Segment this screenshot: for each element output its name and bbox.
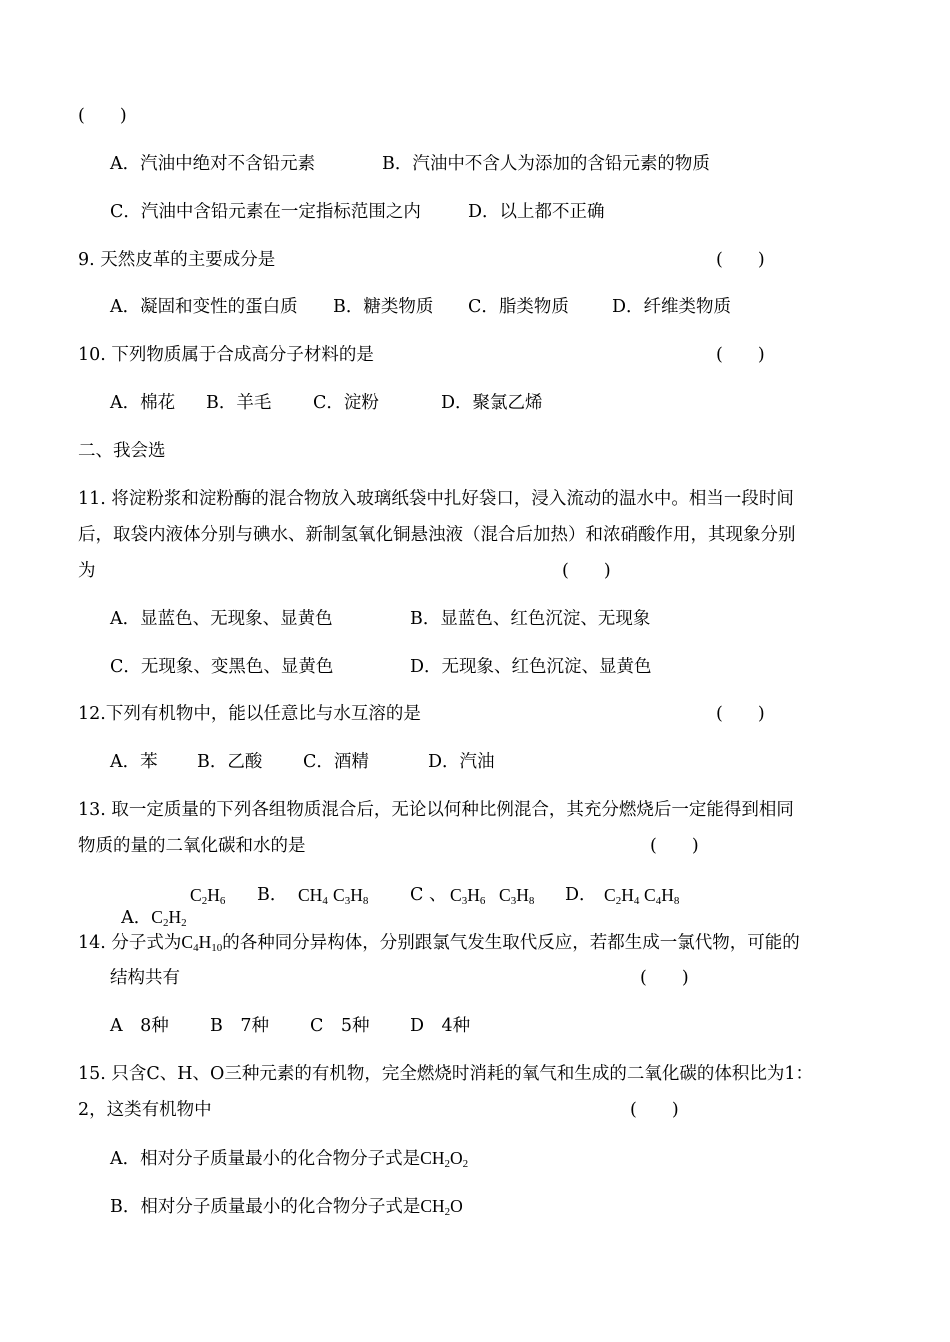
q14-option-d[interactable]: D 4种 [410,1016,471,1036]
q12-option-b[interactable]: B．乙酸 [197,752,263,772]
q11-option-d[interactable]: D．无现象、红色沉淀、显黄色 [410,657,652,677]
q13-option-d-formula-2: $C_4H_8$ [644,885,680,907]
q9-answer-blank[interactable]: ( ) [716,250,765,270]
q12-option-c[interactable]: C．酒精 [303,752,369,772]
q11-answer-blank[interactable]: ( ) [562,561,611,581]
q8-option-c[interactable]: C．汽油中含铅元素在一定指标范围之内 [110,202,421,222]
q10-answer-blank[interactable]: ( ) [716,345,765,365]
q13-option-a[interactable] [110,884,187,929]
q12-stem: 12.下列有机物中，能以任意比与水互溶的是 [78,704,421,724]
q13-option-d-formula-1: $C_2H_4$ [604,885,640,907]
q11-stem-line-3: 为 [78,561,96,581]
q12-option-a[interactable]: A．苯 [110,752,158,772]
q14-option-a[interactable]: A 8种 [110,1016,169,1036]
q13-option-d[interactable] [565,884,597,906]
q9-option-a[interactable]: A．凝固和变性的蛋白质 [110,297,298,317]
q13-option-c-formula-2: $C_3H_8$ [499,885,535,907]
q15-option-a-formula: $CH_2O_2$ [420,1148,469,1170]
q13-option-d-label: D． [565,885,597,905]
q15-stem-line-2: 2，这类有机物中 [78,1100,212,1120]
q10-stem: 10. 下列物质属于合成高分子材料的是 [78,345,374,365]
q13-option-a-label: A． [121,908,152,928]
q9-option-b[interactable]: B．糖类物质 [333,297,434,317]
q13-stem-line-2: 物质的量的二氧化碳和水的是 [78,836,306,856]
q9-option-d[interactable]: D．纤维类物质 [612,297,732,317]
q11-stem-line-2: 后，取袋内液体分别与碘水、新制氢氧化铜悬浊液（混合后加热）和浓硝酸作用，其现象分别 [78,525,796,545]
q10-option-b[interactable]: B．羊毛 [206,393,272,413]
q14-option-b[interactable]: B 7种 [210,1016,269,1036]
q10-option-c[interactable]: C．淀粉 [313,393,379,413]
q13-answer-blank[interactable]: ( ) [650,836,699,856]
q13-option-c-formula-1: $C_3H_6$ [450,885,486,907]
q8-option-b[interactable]: B．汽油中不含人为添加的含铅元素的物质 [382,154,710,174]
q15-stem-line-1: 15. 只含C、H、O三种元素的有机物，完全燃烧时消耗的氧气和生成的二氧化碳的体积比为1： [78,1064,814,1084]
q14-stem-line-1: 14. 分子式为$C_4H_{10}$的各种同分异构体，分别跟氯气发生取代反应，若都生成一氯代物，可能的 [78,932,800,954]
q15-option-a[interactable]: A．相对分子质量最小的化合物分子式是$CH_2O_2$ [110,1148,469,1170]
q13-option-b-formula-2: $C_3H_8$ [333,885,369,907]
q14-option-c[interactable]: C 5种 [310,1016,370,1036]
q8-option-a[interactable]: A．汽油中绝对不含铅元素 [110,154,316,174]
q13-option-b-label: B． [257,885,288,905]
q11-stem-line-1: 11. 将淀粉浆和淀粉酶的混合物放入玻璃纸袋中扎好袋口，浸入流动的温水中。相当一段时间 [78,489,794,509]
section-heading: 二、我会选 [78,441,166,461]
q13-stem-line-1: 13. 取一定质量的下列各组物质混合后，无论以何种比例混合，其充分燃烧后一定能得到相同 [78,800,794,820]
q13-option-a-formula-2: $C_2H_6$ [190,885,226,907]
q10-option-d[interactable]: D．聚氯乙烯 [441,393,543,413]
q11-option-a[interactable]: A．显蓝色、无现象、显黄色 [110,609,333,629]
q13-option-c[interactable] [410,884,446,906]
q13-option-b[interactable] [257,884,287,906]
q9-option-c[interactable]: C．脂类物质 [468,297,569,317]
q14-answer-blank[interactable]: ( ) [640,968,689,988]
q13-option-c-label: C 、 [410,885,447,905]
q13-option-a-formula-1: $C_2H_2$ [151,907,187,929]
q15-answer-blank[interactable]: ( ) [630,1100,679,1120]
q14-stem-line-2: 结构共有 [110,968,180,988]
q10-option-a[interactable]: A．棉花 [110,393,176,413]
q8-option-d[interactable]: D．以上都不正确 [468,202,605,222]
q9-stem: 9. 天然皮革的主要成分是 [78,250,276,270]
q13-option-b-formula-1: $CH_4$ [298,885,328,907]
q15-option-b-formula: $CH_2O$ [420,1196,463,1218]
q11-option-c[interactable]: C．无现象、变黑色、显黄色 [110,657,334,677]
q15-option-b[interactable]: B．相对分子质量最小的化合物分子式是$CH_2O$ [110,1196,463,1218]
q12-option-d[interactable]: D．汽油 [428,752,495,772]
q11-option-b[interactable]: B．显蓝色、红色沉淀、无现象 [410,609,651,629]
q12-answer-blank[interactable]: ( ) [716,704,765,724]
q8-answer-blank[interactable]: ( ) [78,106,127,126]
q14-formula: $C_4H_{10}$ [181,932,223,954]
